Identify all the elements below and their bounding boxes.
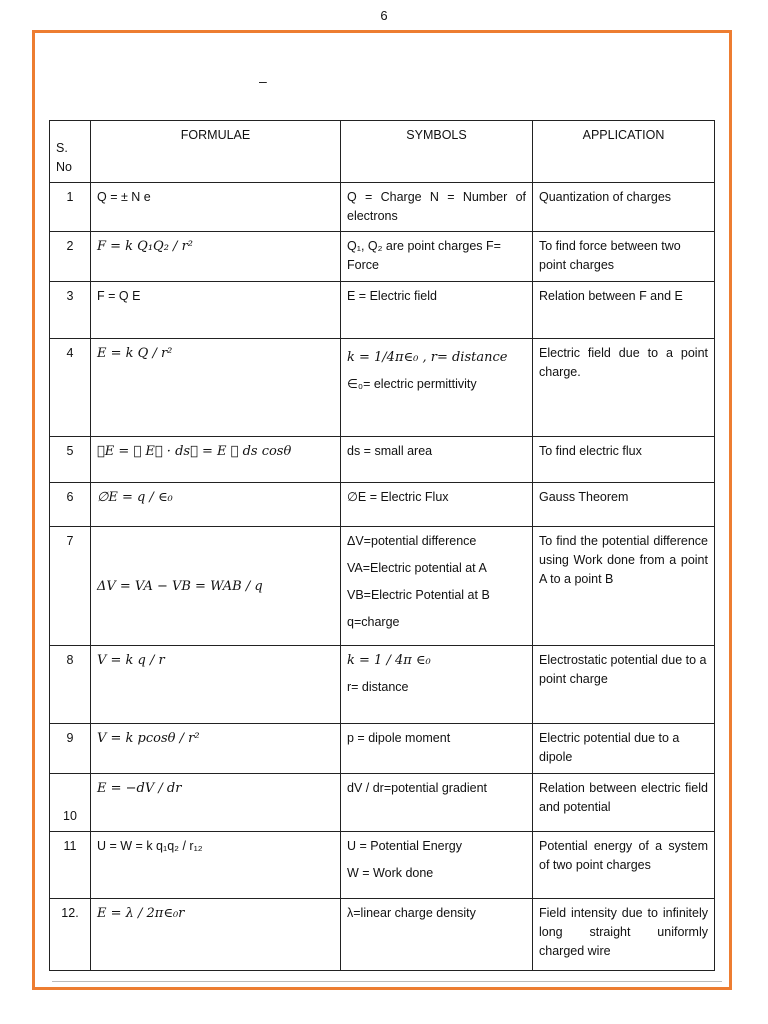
formula-cell — [91, 232, 341, 282]
application-cell: Relation between F and E — [533, 282, 715, 339]
formula-cell — [91, 899, 341, 971]
symbol-definition: VA=Electric potential at A — [347, 561, 487, 575]
application-cell: Relation between electric field and potential — [533, 774, 715, 832]
application-cell: To find the potential difference using Work done from a point A to a point B — [533, 527, 715, 646]
symbols-cell: ds = small area — [341, 437, 533, 483]
formula-expression: E = −dV / dr — [97, 781, 182, 796]
table-row — [50, 774, 715, 832]
formula-cell — [91, 339, 341, 437]
symbols-cell: λ=linear charge density — [341, 899, 533, 971]
table-row — [50, 724, 715, 774]
formula-expression: ΔV = VA − VB = WAB / q — [97, 578, 263, 594]
header-symbols: SYMBOLS — [341, 121, 533, 183]
header-row — [50, 121, 715, 183]
formula-expression: ∅E = q / ∈₀ — [97, 490, 173, 505]
formula-cell — [91, 527, 341, 646]
stray-dash: – — [259, 73, 267, 89]
row-number: 6 — [50, 483, 91, 527]
row-number: 8 — [50, 646, 91, 724]
symbols-cell: ∅E = Electric Flux — [341, 483, 533, 527]
table-row — [50, 483, 715, 527]
formula-cell: F = Q E — [91, 282, 341, 339]
row-number: 3 — [50, 282, 91, 339]
footer-rule — [52, 981, 722, 982]
formula-table — [49, 120, 715, 971]
application-cell: To find electric flux — [533, 437, 715, 483]
symbol-definition: q=charge — [347, 615, 400, 629]
row-number: 4 — [50, 339, 91, 437]
symbols-cell — [341, 527, 533, 646]
row-number: 12. — [50, 899, 91, 971]
symbols-cell: dV / dr=potential gradient — [341, 774, 533, 832]
symbol-definition: r= distance — [347, 680, 409, 694]
application-cell: Electric field due to a point charge. — [533, 339, 715, 437]
table-row — [50, 437, 715, 483]
application-cell: Electric potential due to a dipole — [533, 724, 715, 774]
formula-expression: V = k q / r — [97, 653, 165, 668]
formula-expression: F = k Q₁Q₂ / r² — [97, 239, 193, 254]
symbol-definition: k = 1 / 4π ∈₀ — [347, 653, 431, 668]
application-cell: Field intensity due to infinitely long straight uniformly charged wire — [533, 899, 715, 971]
row-number: 10 — [50, 774, 91, 832]
table-row — [50, 832, 715, 899]
row-number: 1 — [50, 183, 91, 232]
table-row — [50, 339, 715, 437]
symbol-definition: ∈₀= electric permittivity — [347, 377, 477, 391]
header-application: APPLICATION — [533, 121, 715, 183]
row-number: 5 — [50, 437, 91, 483]
formula-cell — [91, 774, 341, 832]
formula-cell — [91, 437, 341, 483]
symbol-definition: k = 1/4π∈₀ , r= distance — [347, 350, 508, 365]
symbol-definition: ΔV=potential difference — [347, 534, 477, 548]
formula-expression: E = k Q / r² — [97, 346, 173, 361]
symbol-definition: VB=Electric Potential at B — [347, 588, 490, 602]
table-row — [50, 232, 715, 282]
formula-cell — [91, 483, 341, 527]
formula-cell — [91, 646, 341, 724]
formula-expression: ∅E = ∮ E⃗ · ds⃗ = E ∮ ds cosθ — [97, 444, 292, 459]
table-row — [50, 899, 715, 971]
table-row — [50, 183, 715, 232]
row-number: 7 — [50, 527, 91, 646]
formula-expression: U = W = k q₁q₂ / r₁₂ — [97, 839, 203, 853]
table-row — [50, 646, 715, 724]
page-number: 6 — [380, 8, 388, 23]
symbols-cell: p = dipole moment — [341, 724, 533, 774]
application-cell: To find force between two point charges — [533, 232, 715, 282]
application-cell: Electrostatic potential due to a point charge — [533, 646, 715, 724]
header-sno: S. No — [50, 121, 91, 183]
formula-cell — [91, 724, 341, 774]
table-row — [50, 527, 715, 646]
symbol-definition: W = Work done — [347, 866, 434, 880]
symbol-definition: U = Potential Energy — [347, 839, 462, 853]
formula-expression: V = k pcosθ / r² — [97, 731, 200, 746]
application-cell: Gauss Theorem — [533, 483, 715, 527]
application-cell: Quantization of charges — [533, 183, 715, 232]
row-number: 11 — [50, 832, 91, 899]
symbols-cell — [341, 339, 533, 437]
row-number: 9 — [50, 724, 91, 774]
formula-expression: E = λ / 2π∈₀r — [97, 906, 185, 921]
row-number: 2 — [50, 232, 91, 282]
symbols-cell: Q = Charge N = Number of electrons — [341, 183, 533, 232]
symbols-cell — [341, 646, 533, 724]
table-row — [50, 282, 715, 339]
header-formulae: FORMULAE — [91, 121, 341, 183]
formula-cell: Q = ± N e — [91, 183, 341, 232]
application-cell: Potential energy of a system of two point charges — [533, 832, 715, 899]
symbols-cell — [341, 832, 533, 899]
symbols-cell: Q₁, Q₂ are point charges F= Force — [341, 232, 533, 282]
symbols-cell: E = Electric field — [341, 282, 533, 339]
formula-cell — [91, 832, 341, 899]
